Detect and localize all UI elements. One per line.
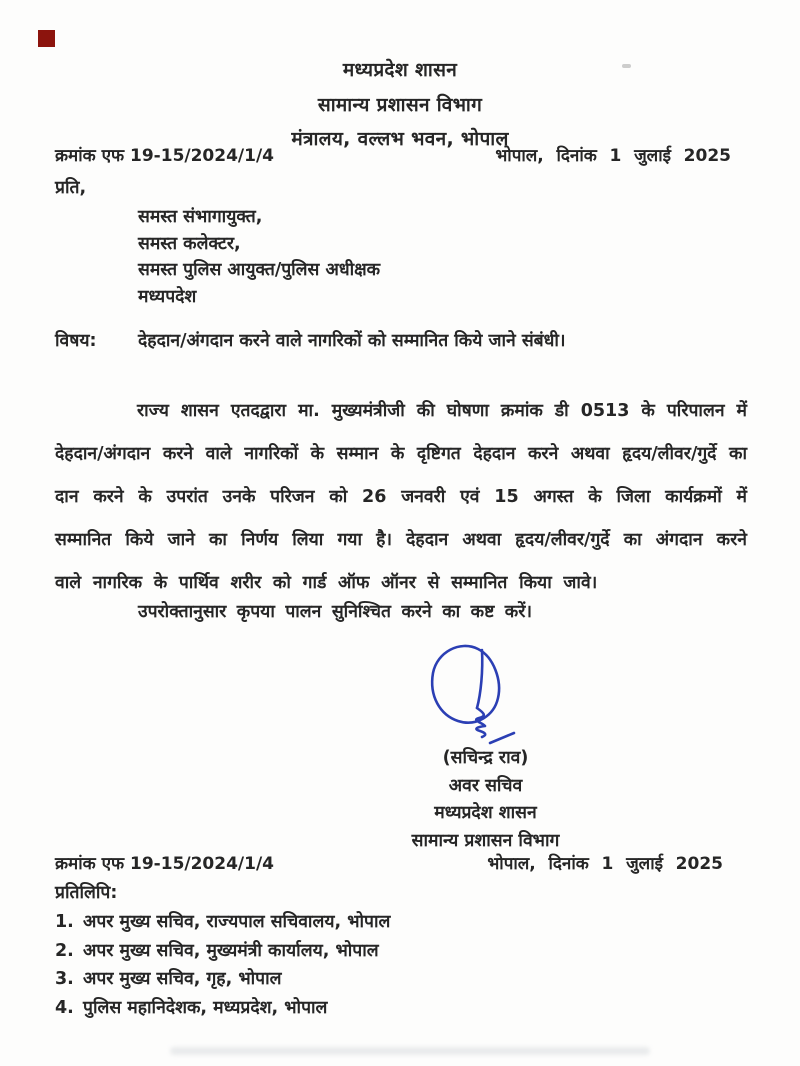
copy-item-number: 4. <box>55 997 74 1018</box>
signatory-name: (सचिन्द्र राव) <box>442 748 529 768</box>
copy-item-number: 2. <box>55 940 74 961</box>
recipient-line: समस्त पुलिस आयुक्त/पुलिस अधीक्षक <box>138 260 381 280</box>
recipient-list <box>138 204 380 310</box>
place-date-top: भोपाल, दिनांक 1 जुलाई 2025 <box>495 146 731 166</box>
reference-number-bottom: क्रमांक एफ 19-15/2024/1/4 <box>55 854 274 874</box>
closing-line: उपरोक्तानुसार कृपया पालन सुनिश्चित करने का कष्ट करें। <box>138 602 533 622</box>
copy-item-text: अपर मुख्य सचिव, मुख्यमंत्री कार्यालय, भोपाल <box>83 940 379 961</box>
scan-artifact <box>170 1047 650 1055</box>
place-date-bottom: भोपाल, दिनांक 1 जुलाई 2025 <box>487 854 723 874</box>
copy-item-text: अपर मुख्य सचिव, राज्यपाल सचिवालय, भोपाल <box>83 912 391 932</box>
subject-label: विषय: <box>55 331 97 351</box>
reference-number-top: क्रमांक एफ 19-15/2024/1/4 <box>55 146 274 166</box>
red-stamp-mark <box>38 30 55 47</box>
subject-row <box>55 328 745 352</box>
reference-row-top <box>55 143 745 166</box>
copy-item-number: 1. <box>55 912 74 932</box>
letterhead-govt-name: मध्यप्रदेश शासन <box>342 59 458 81</box>
copy-item-number: 3. <box>55 969 74 989</box>
signature-ink <box>424 641 528 749</box>
subject-text: देहदान/अंगदान करने वाले नागरिकों को सम्मानित किये जाने संबंधी। <box>138 331 566 351</box>
signatory-designation: अवर सचिव <box>448 775 523 796</box>
recipient-line: समस्त संभागायुक्त, <box>138 207 263 227</box>
letterhead-department: सामान्य प्रशासन विभाग <box>317 94 483 116</box>
recipient-line: समस्त कलेक्टर, <box>138 233 241 254</box>
reference-row-bottom <box>55 851 745 874</box>
signatory-block <box>368 745 603 855</box>
body-paragraph: राज्य शासन एतदद्वारा मा. मुख्यमंत्रीजी की घोषणा क्रमांक डी 0513 के परिपालन में देहदान/अंगदान करने वाले नागरिकों के सम्मान के दृष्टिगत देहदान करने अथवा हृदय/लीवर/गुर्दे का दान करने के उपरांत उनके परिजन को 26 जनवरी एवं 15 अगस्त के जिला कार्यक्रमों में सम्मानित किये जाने का निर्णय लिया गया है। देहदान अथवा हृदय/लीवर/गुर्दे का अंगदान करने वाले नागरिक के पार्थिव शरीर को गार्ड ऑफ ऑनर से सम्मानित किया जावे। <box>55 401 747 593</box>
letterhead-address: मंत्रालय, वल्लभ भवन, भोपाल <box>291 128 509 150</box>
copy-label: प्रतिलिपि: <box>55 883 118 903</box>
recipient-line: मध्यपदेश <box>138 286 197 307</box>
copy-item <box>55 994 390 1023</box>
copy-item <box>55 908 390 937</box>
copy-item <box>55 937 390 966</box>
signatory-org: मध्यप्रदेश शासन <box>434 803 537 823</box>
copy-item <box>55 965 390 994</box>
copy-item-text: अपर मुख्य सचिव, गृह, भोपाल <box>83 969 282 989</box>
copy-list <box>55 908 390 1022</box>
to-label: प्रति, <box>55 178 87 198</box>
signatory-department: सामान्य प्रशासन विभाग <box>411 830 560 851</box>
copy-item-text: पुलिस महानिदेशक, मध्यप्रदेश, भोपाल <box>83 997 328 1018</box>
